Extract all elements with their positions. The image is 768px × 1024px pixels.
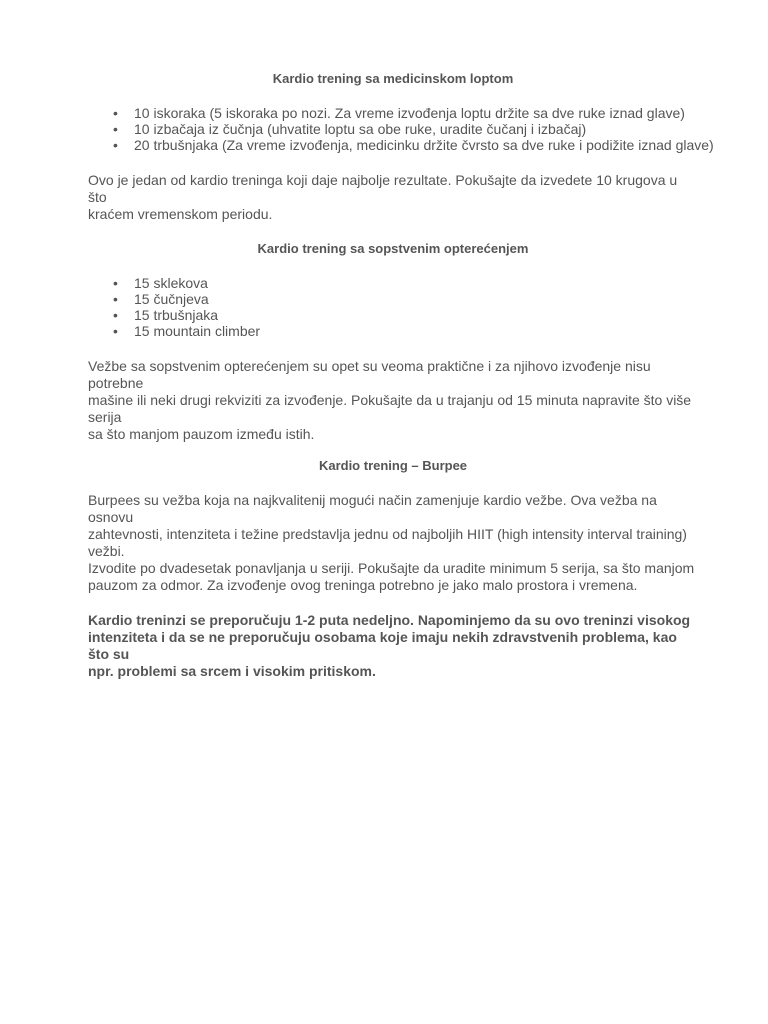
paragraph-line: Burpees su vežba koja na najkvalitenij mogući način zamenjuje kardio vežbe. Ova vežba na osnovu bbox=[88, 492, 657, 525]
exercise-list-medicine-ball bbox=[88, 105, 714, 153]
paragraph-line: npr. problemi sa srcem i visokim pritiskom. bbox=[88, 663, 376, 679]
document-content bbox=[88, 71, 714, 680]
paragraph-line: Izvodite po dvadesetak ponavljanja u seriji. Pokušajte da uradite minimum 5 serija, sa što manjom bbox=[88, 560, 695, 576]
list-item: • 10 izbačaja iz čučnja (uhvatite loptu sa obe ruke, uradite čučanj i izbačaj) bbox=[113, 121, 587, 137]
section-title-burpee: Kardio trening – Burpee bbox=[318, 458, 468, 473]
bullet-icon: • bbox=[113, 323, 118, 339]
section-title-bodyweight: Kardio trening sa sopstvenim opterećenjem bbox=[257, 241, 529, 256]
section-paragraph-medicine-ball bbox=[88, 172, 698, 223]
paragraph-line: mašine ili neki drugi rekviziti za izvođenje. Pokušajte da u trajanju od 15 minuta napravite što više serija bbox=[88, 392, 692, 425]
bullet-icon: • bbox=[113, 121, 118, 137]
list-item: • 20 trbušnjaka (Za vreme izvođenja, medicinku držite čvrsto sa dve ruke i podižite iznad glave) bbox=[113, 137, 714, 153]
paragraph-line: kraćem vremenskom periodu. bbox=[88, 206, 273, 222]
section-paragraph-bodyweight bbox=[88, 358, 698, 443]
bullet-icon: • bbox=[113, 137, 118, 153]
list-item: • 10 iskoraka (5 iskoraka po nozi. Za vreme izvođenja loptu držite sa dve ruke iznad glave) bbox=[113, 105, 685, 121]
section-title-medicine-ball: Kardio trening sa medicinskom loptom bbox=[272, 71, 514, 86]
paragraph-line: Vežbe sa sopstvenim opterećenjem su opet su veoma praktične i za njihovo izvođenje nisu potrebne bbox=[88, 358, 651, 391]
paragraph-line: pauzom za odmor. Za izvođenje ovog treninga potrebno je jako malo prostora i vremena. bbox=[88, 577, 638, 593]
paragraph-line: intenziteta i da se ne preporučuju osobama koje imaju nekih zdravstvenih problema, kao što su bbox=[88, 629, 677, 662]
paragraph-line: Ovo je jedan od kardio treninga koji daje najbolje rezultate. Pokušajte da izvedete 10 krugova u što bbox=[88, 172, 678, 205]
final-note bbox=[88, 612, 698, 680]
exercise-list-bodyweight bbox=[88, 275, 698, 339]
paragraph-line: Kardio treninzi se preporučuju 1-2 puta nedeljno. Napominjemo da su ovo treninzi visokog bbox=[88, 612, 691, 628]
bullet-icon: • bbox=[113, 105, 118, 121]
bullet-icon: • bbox=[113, 275, 118, 291]
paragraph-line: sa što manjom pauzom između istih. bbox=[88, 426, 315, 442]
list-item: • 15 čučnjeva bbox=[113, 291, 209, 307]
list-item: • 15 mountain climber bbox=[113, 323, 261, 339]
bullet-icon: • bbox=[113, 307, 118, 323]
bullet-icon: • bbox=[113, 291, 118, 307]
paragraph-line: zahtevnosti, intenziteta i težine predstavlja jednu od najboljih HIIT (high intensity interval training) vežbi. bbox=[88, 526, 687, 559]
list-item: • 15 trbušnjaka bbox=[113, 307, 219, 323]
section-paragraph-burpee bbox=[88, 492, 698, 594]
list-item: • 15 sklekova bbox=[113, 275, 208, 291]
